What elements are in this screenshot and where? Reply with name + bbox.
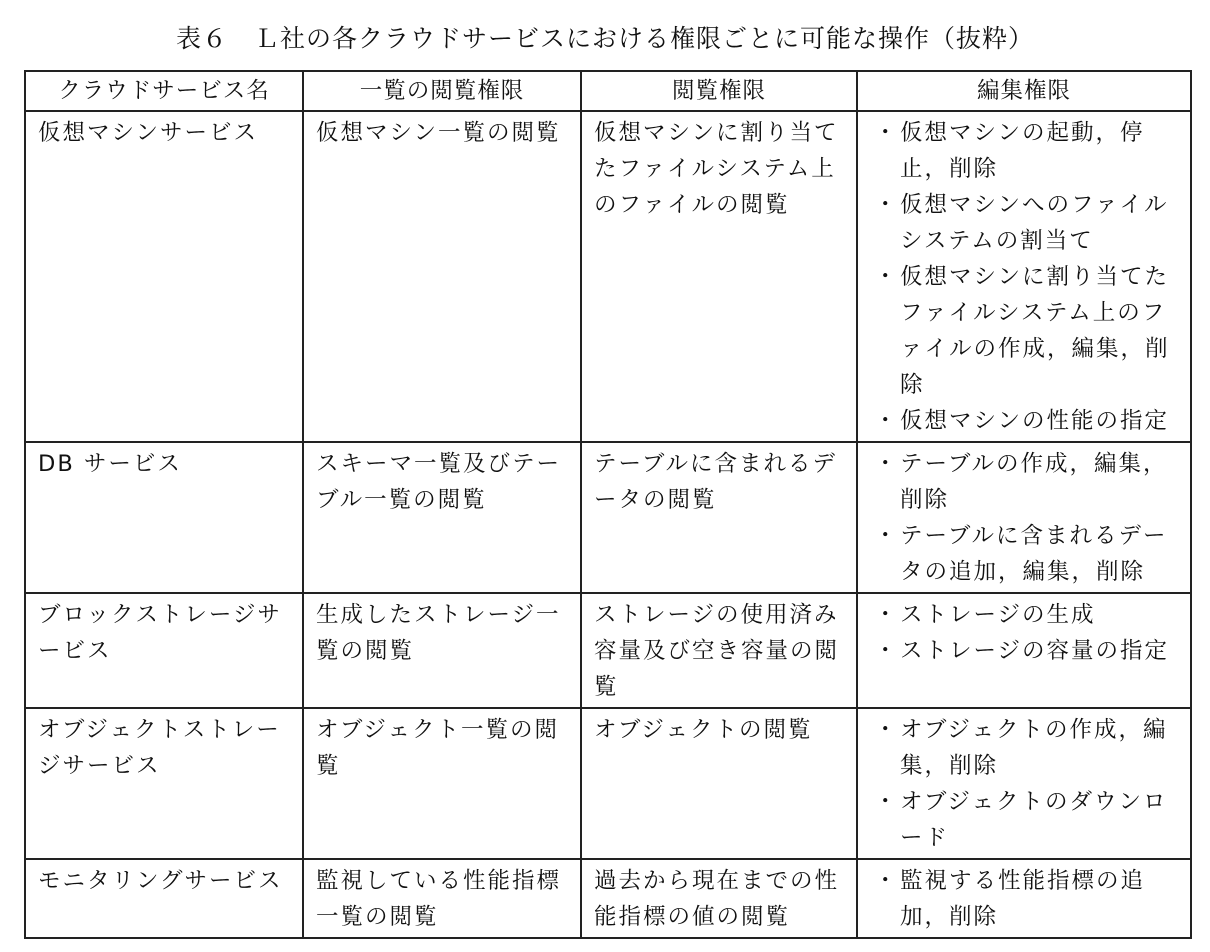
view-cell: 過去から現在までの性能指標の値の閲覧 xyxy=(581,859,857,938)
edit-operation-text: テーブルに含まれるデータの追加，編集，削除 xyxy=(900,523,1168,585)
bullet-marker: ・ xyxy=(874,408,899,434)
service-name-cell: DB サービス xyxy=(25,442,303,593)
edit-operation-text: ストレージの容量の指定 xyxy=(900,638,1170,664)
bullet-marker: ・ xyxy=(874,451,899,477)
edit-operation-text: 仮想マシンへのファイルシステムの割当て xyxy=(900,192,1169,254)
edit-cell xyxy=(857,442,1191,593)
edit-operation-item xyxy=(866,403,1184,439)
edit-operation-text: オブジェクトの作成，編集，削除 xyxy=(900,717,1168,779)
table-header-row xyxy=(25,71,1191,111)
edit-operation-item xyxy=(866,633,1184,669)
edit-operation-item xyxy=(866,259,1184,403)
table-row xyxy=(25,442,1191,593)
list-view-cell: 仮想マシン一覧の閲覧 xyxy=(303,111,581,442)
edit-operation-item xyxy=(866,784,1184,856)
bullet-marker: ・ xyxy=(874,717,899,743)
service-name-cell: モニタリングサービス xyxy=(25,859,303,938)
table-row xyxy=(25,593,1191,708)
bullet-marker: ・ xyxy=(874,602,899,628)
edit-cell xyxy=(857,708,1191,859)
table-caption: 表６ Ｌ社の各クラウドサービスにおける権限ごとに可能な操作（抜粋） xyxy=(175,24,1034,53)
edit-operation-item xyxy=(866,518,1184,590)
bullet-marker: ・ xyxy=(874,523,899,549)
edit-cell xyxy=(857,111,1191,442)
header-view-permission: 閲覧権限 xyxy=(581,71,857,111)
list-view-cell: 生成したストレージ一覧の閲覧 xyxy=(303,593,581,708)
edit-operation-text: ストレージの生成 xyxy=(900,602,1096,628)
edit-operation-text: テーブルの作成，編集，削除 xyxy=(900,451,1168,513)
edit-operation-text: 仮想マシンの性能の指定 xyxy=(900,408,1169,434)
edit-operations-list xyxy=(866,115,1184,439)
list-view-cell: 監視している性能指標一覧の閲覧 xyxy=(303,859,581,938)
bullet-marker: ・ xyxy=(874,638,899,664)
list-view-cell: オブジェクト一覧の閲覧 xyxy=(303,708,581,859)
table-row xyxy=(25,708,1191,859)
edit-operation-text: 監視する性能指標の追加，削除 xyxy=(900,868,1146,930)
view-cell: テーブルに含まれるデータの閲覧 xyxy=(581,442,857,593)
edit-operations-list xyxy=(866,712,1184,856)
edit-cell xyxy=(857,593,1191,708)
edit-operation-item xyxy=(866,446,1184,518)
edit-operations-list xyxy=(866,446,1184,590)
bullet-marker: ・ xyxy=(874,192,899,218)
edit-operation-item xyxy=(866,712,1184,784)
view-cell: ストレージの使用済み容量及び空き容量の閲覧 xyxy=(581,593,857,708)
bullet-marker: ・ xyxy=(874,789,899,815)
bullet-marker: ・ xyxy=(874,120,899,146)
service-name-cell: オブジェクトストレージサービス xyxy=(25,708,303,859)
header-edit-permission: 編集権限 xyxy=(857,71,1191,111)
list-view-cell: スキーマ一覧及びテーブル一覧の閲覧 xyxy=(303,442,581,593)
header-list-view-permission: 一覧の閲覧権限 xyxy=(303,71,581,111)
bullet-marker: ・ xyxy=(874,264,899,290)
service-name-cell: 仮想マシンサービス xyxy=(25,111,303,442)
edit-operations-list xyxy=(866,863,1184,935)
header-service-name: クラウドサービス名 xyxy=(25,71,303,111)
table-row xyxy=(25,111,1191,442)
edit-operation-item xyxy=(866,187,1184,259)
edit-cell xyxy=(857,859,1191,938)
table-row xyxy=(25,859,1191,938)
edit-operation-item xyxy=(866,597,1184,633)
service-name-cell: ブロックストレージサービス xyxy=(25,593,303,708)
edit-operation-item xyxy=(866,863,1184,935)
edit-operations-list xyxy=(866,597,1184,669)
bullet-marker: ・ xyxy=(874,868,899,894)
view-cell: オブジェクトの閲覧 xyxy=(581,708,857,859)
edit-operation-item xyxy=(866,115,1184,187)
edit-operation-text: 仮想マシンの起動，停止，削除 xyxy=(900,120,1145,182)
permissions-table xyxy=(24,70,1192,939)
view-cell: 仮想マシンに割り当てたファイルシステム上のファイルの閲覧 xyxy=(581,111,857,442)
edit-operation-text: 仮想マシンに割り当てたファイルシステム上のファイルの作成，編集，削除 xyxy=(900,264,1170,398)
edit-operation-text: オブジェクトのダウンロード xyxy=(900,789,1168,851)
